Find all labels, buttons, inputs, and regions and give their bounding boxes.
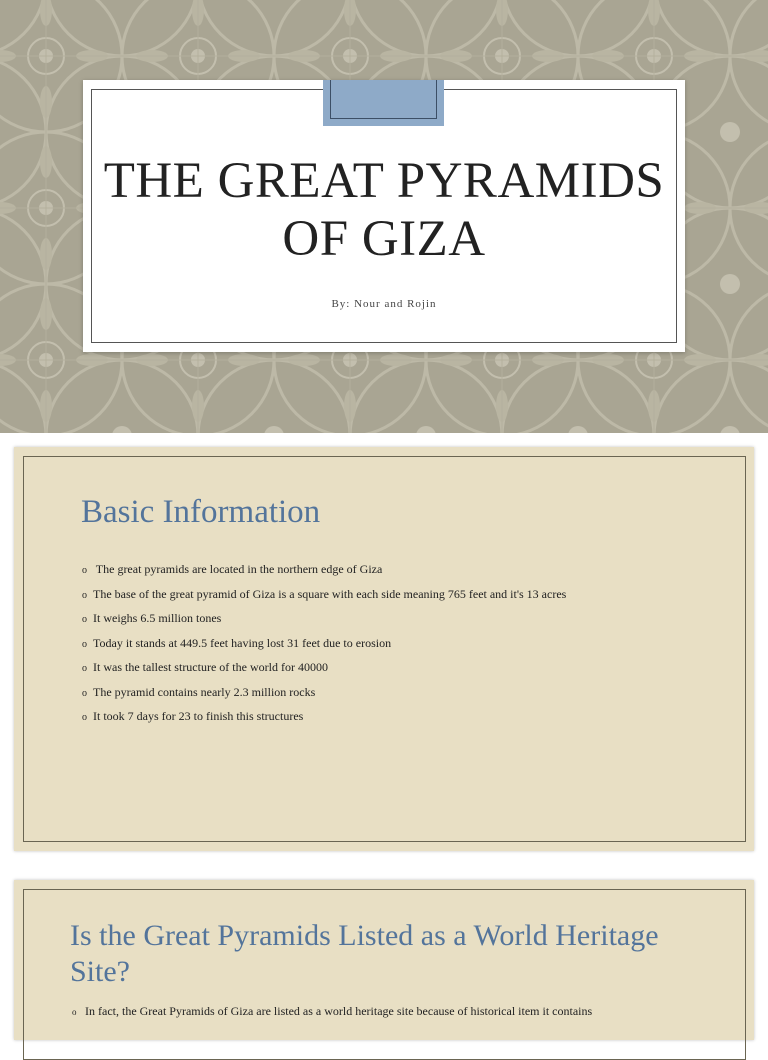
title-slide <box>0 0 768 433</box>
title-accent-tab <box>323 80 444 126</box>
fact-list <box>82 557 566 729</box>
bullet-marker: o <box>82 712 87 723</box>
list-item: o It weighs 6.5 million tones <box>82 606 566 631</box>
list-item: o It was the tallest structure of the world for 40000 <box>82 655 566 680</box>
bullet-marker: o <box>82 589 87 601</box>
presentation-title: THE GREAT PYRAMIDS OF GIZA <box>103 153 665 267</box>
bullet-marker: o <box>82 638 87 650</box>
title-card <box>83 80 685 352</box>
heritage-paragraph: o In fact, the Great Pyramids of Giza are listed as a world heritage site because of historical item it contains <box>72 1002 692 1021</box>
bullet-marker: o <box>82 565 87 576</box>
list-item: o The base of the great pyramid of Giza is a square with each side meaning 765 feet and it's 13 acres <box>82 582 566 607</box>
author-byline: By: Nour and Rojin <box>331 298 437 310</box>
section-heading: Is the Great Pyramids Listed as a World Heritage Site? <box>70 919 659 988</box>
bullet-marker: o <box>82 687 87 699</box>
basic-information-slide <box>14 447 754 851</box>
section-heading: Basic Information <box>81 494 321 530</box>
list-item: o It took 7 days for 23 to finish this structures <box>82 704 566 729</box>
list-item: o The pyramid contains nearly 2.3 million rocks <box>82 680 566 705</box>
bullet-marker: o <box>72 1007 77 1017</box>
world-heritage-slide <box>14 880 754 1040</box>
bullet-marker: o <box>82 663 87 674</box>
list-item: o The great pyramids are located in the northern edge of Giza <box>82 557 566 582</box>
bullet-marker: o <box>82 614 87 625</box>
list-item: o Today it stands at 449.5 feet having lost 31 feet due to erosion <box>82 631 566 656</box>
